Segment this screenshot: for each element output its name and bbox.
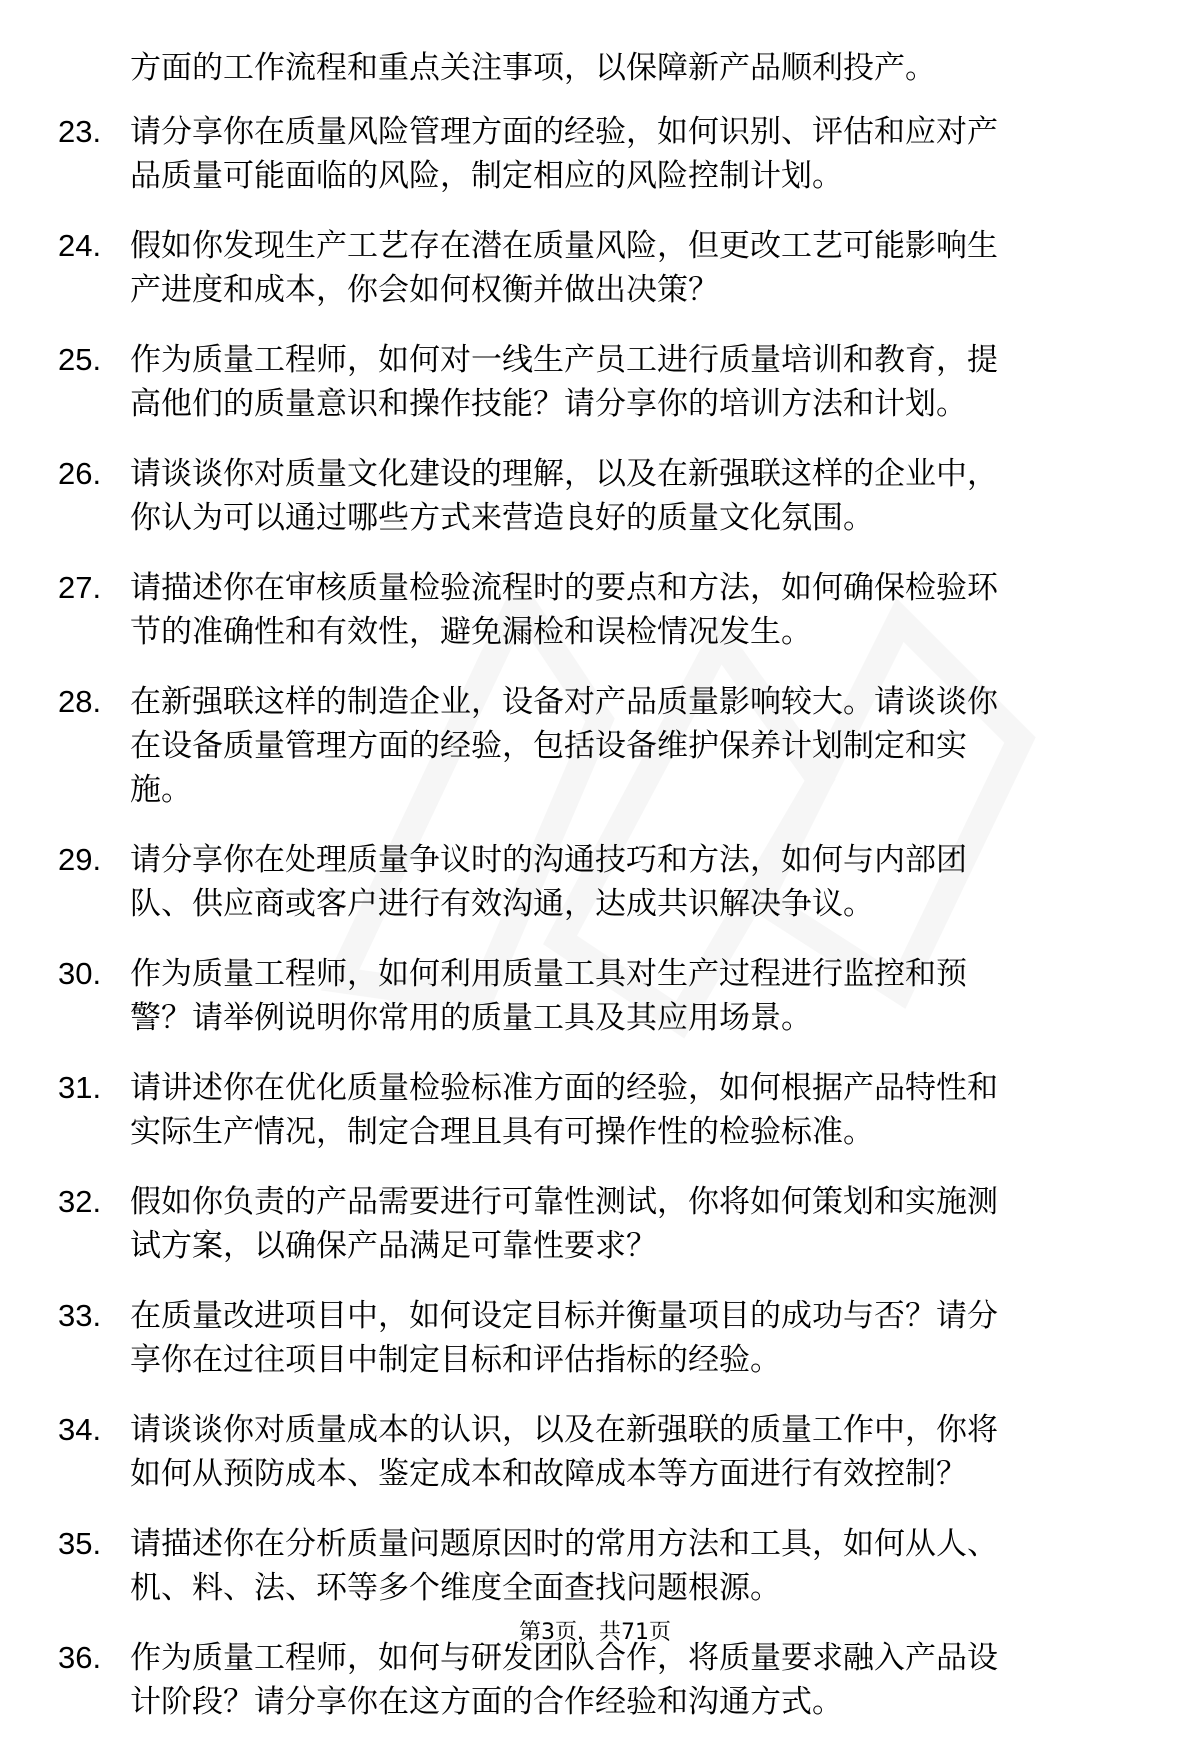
question-text-line: 请谈谈你对质量成本的认识，以及在新强联的质量工作中，你将: [130, 1412, 998, 1448]
question-text-line: 在质量改进项目中，如何设定目标并衡量项目的成功与否？请分: [130, 1298, 998, 1334]
question-number: 29.: [58, 842, 102, 877]
question-item: [0, 110, 1120, 198]
question-number: 36.: [58, 1640, 102, 1675]
question-text-line: 请描述你在审核质量检验流程时的要点和方法，如何确保检验环: [130, 570, 998, 606]
question-text-line: 假如你负责的产品需要进行可靠性测试，你将如何策划和实施测: [130, 1184, 998, 1220]
question-text-line: 请分享你在处理质量争议时的沟通技巧和方法，如何与内部团: [130, 842, 967, 878]
question-list: [0, 110, 1190, 1750]
question-text-line: 高他们的质量意识和操作技能？请分享你的培训方法和计划。: [130, 386, 967, 422]
question-item: [0, 1636, 1120, 1724]
question-text-line: 节的准确性和有效性，避免漏检和误检情况发生。: [130, 614, 812, 650]
question-item: [0, 838, 1120, 926]
question-text-line: 请谈谈你对质量文化建设的理解，以及在新强联这样的企业中，: [130, 456, 998, 492]
question-item: [0, 224, 1120, 312]
question-number: 35.: [58, 1526, 102, 1561]
question-number: 33.: [58, 1298, 102, 1333]
question-text-line: 队、供应商或客户进行有效沟通，达成共识解决争议。: [130, 886, 874, 922]
page-footer: 第3页，共71页: [519, 1620, 671, 1645]
question-text-line: 在设备质量管理方面的经验，包括设备维护保养计划制定和实: [130, 728, 967, 764]
question-item: [0, 338, 1120, 426]
question-number: 24.: [58, 228, 102, 263]
question-item: [0, 1066, 1120, 1154]
question-item: [0, 952, 1120, 1040]
question-number: 32.: [58, 1184, 102, 1219]
question-item: [0, 1522, 1120, 1610]
question-item: [0, 680, 1120, 812]
question-number: 27.: [58, 570, 102, 605]
question-number: 30.: [58, 956, 102, 991]
question-number: 26.: [58, 456, 102, 491]
continuation-text: 方面的工作流程和重点关注事项，以保障新产品顺利投产。: [130, 50, 936, 86]
question-text-line: 在新强联这样的制造企业，设备对产品质量影响较大。请谈谈你: [130, 684, 998, 720]
question-text-line: 施。: [130, 772, 192, 808]
question-text-line: 请分享你在质量风险管理方面的经验，如何识别、评估和应对产: [130, 114, 998, 150]
question-text-line: 警？请举例说明你常用的质量工具及其应用场景。: [130, 1000, 812, 1036]
question-text-line: 产进度和成本，你会如何权衡并做出决策？: [130, 272, 719, 308]
question-item: [0, 566, 1120, 654]
question-text-line: 试方案，以确保产品满足可靠性要求？: [130, 1228, 657, 1264]
question-text-line: 计阶段？请分享你在这方面的合作经验和沟通方式。: [130, 1684, 843, 1720]
question-item: [0, 1294, 1120, 1382]
question-text-line: 假如你发现生产工艺存在潜在质量风险，但更改工艺可能影响生: [130, 228, 998, 264]
question-text-line: 作为质量工程师，如何与研发团队合作，将质量要求融入产品设: [130, 1640, 998, 1676]
question-number: 25.: [58, 342, 102, 377]
question-number: 28.: [58, 684, 102, 719]
question-text-line: 请描述你在分析质量问题原因时的常用方法和工具，如何从人、: [130, 1526, 998, 1562]
question-number: 31.: [58, 1070, 102, 1105]
question-text-line: 实际生产情况，制定合理且具有可操作性的检验标准。: [130, 1114, 874, 1150]
question-text-line: 享你在过往项目中制定目标和评估指标的经验。: [130, 1342, 781, 1378]
question-text-line: 作为质量工程师，如何对一线生产员工进行质量培训和教育，提: [130, 342, 998, 378]
question-number: 23.: [58, 114, 102, 149]
question-number: 34.: [58, 1412, 102, 1447]
question-text-line: 你认为可以通过哪些方式来营造良好的质量文化氛围。: [130, 500, 874, 536]
question-text-line: 机、料、法、环等多个维度全面查找问题根源。: [130, 1570, 781, 1606]
question-text-line: 作为质量工程师，如何利用质量工具对生产过程进行监控和预: [130, 956, 967, 992]
question-text-line: 如何从预防成本、鉴定成本和故障成本等方面进行有效控制？: [130, 1456, 967, 1492]
question-item: [0, 452, 1120, 540]
question-item: [0, 1408, 1120, 1496]
question-text-line: 品质量可能面临的风险，制定相应的风险控制计划。: [130, 158, 843, 194]
question-text-line: 请讲述你在优化质量检验标准方面的经验，如何根据产品特性和: [130, 1070, 998, 1106]
question-item: [0, 1180, 1120, 1268]
